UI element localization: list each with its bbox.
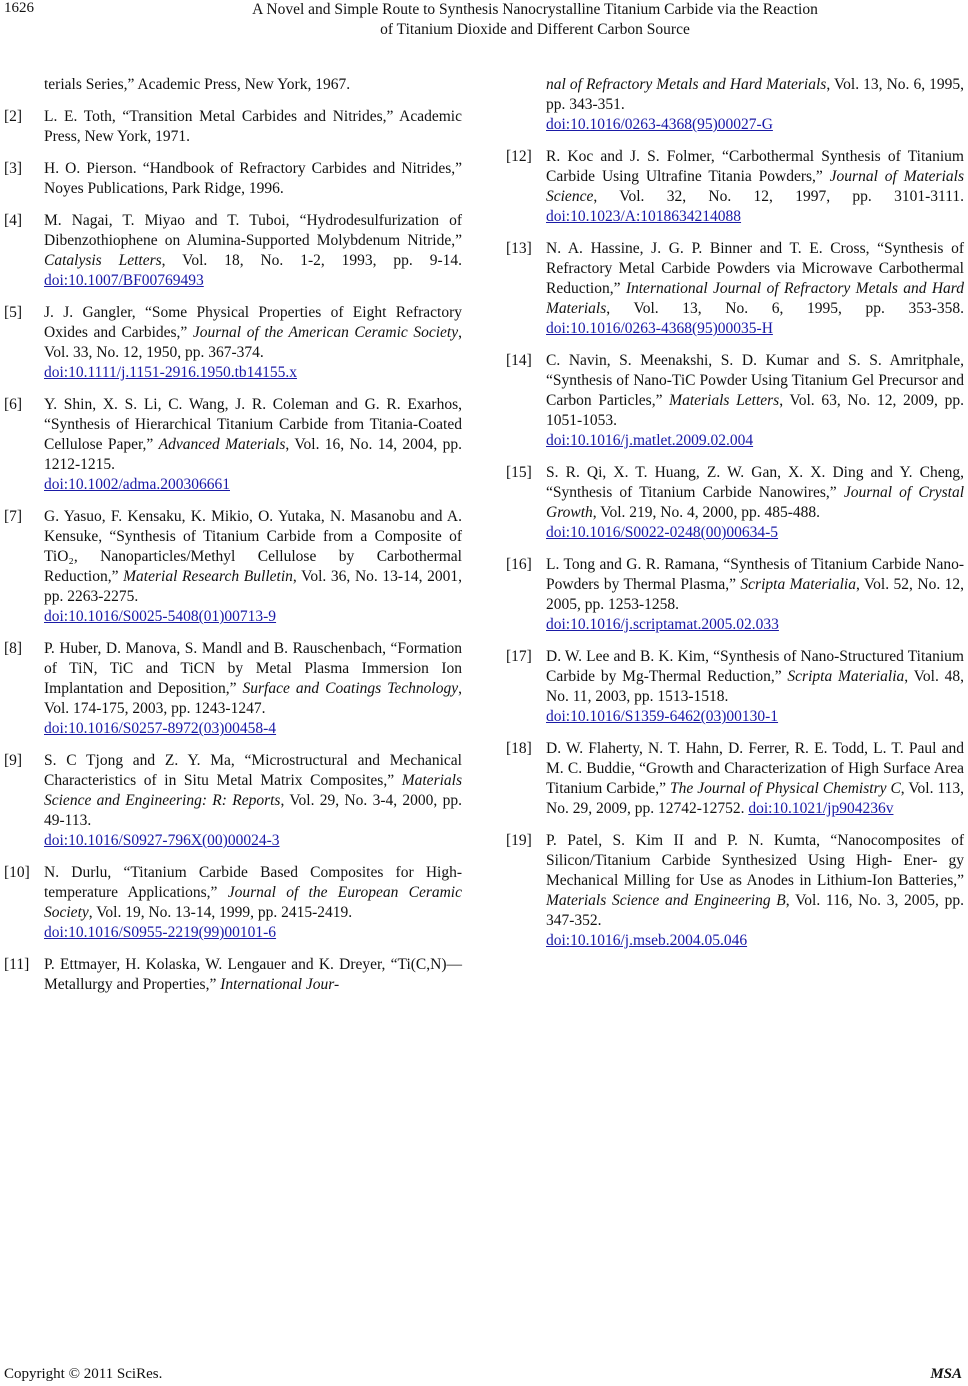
reference-text: S. C Tjong and Z. Y. Ma, “Microstructural and Mechanical Characteristics of in Situ Metal Matrix Composites,” (44, 752, 462, 789)
doi-link[interactable]: doi:10.1111/j.1151-2916.1950.tb14155.x (44, 364, 298, 381)
reference-text: terials Series,” Academic Press, New York, 1967. (44, 76, 351, 93)
doi-link[interactable]: doi:10.1016/j.scriptamat.2005.02.033 (546, 616, 779, 633)
reference-item (4, 107, 462, 147)
reference-journal: Journal of the American Ceramic Society (192, 324, 459, 341)
reference-journal: Materials Letters (669, 392, 780, 409)
reference-item (4, 211, 462, 291)
reference-details: , Vol. 36, No. 13-14, 2001, pp. 2263-2275. (44, 568, 463, 605)
page-number: 1626 (4, 0, 34, 16)
reference-item (506, 463, 964, 543)
reference-text: C. Navin, S. Meenakshi, S. D. Kumar and S. S. Amritphale, “Synthesis of Nano-TiC Powder Using Titanium Gel Precursor and Carbon Particles,” (546, 352, 964, 409)
reference-item (506, 647, 964, 727)
reference-number: [16] (506, 556, 532, 573)
journal-abbreviation: MSA (930, 1366, 962, 1382)
running-head (110, 0, 960, 40)
reference-number: [3] (4, 160, 23, 177)
doi-link[interactable]: doi:10.1016/j.matlet.2009.02.004 (546, 432, 754, 449)
doi-link[interactable]: doi:10.1016/S0955-2219(99)00101-6 (44, 924, 277, 941)
reference-number: [17] (506, 648, 532, 665)
reference-number: [8] (4, 640, 23, 657)
reference-journal: Catalysis Letters (44, 252, 162, 269)
reference-text: G. Yasuo, F. Kensaku, K. Mikio, O. Yutaka, N. Masanobu and A. Kensuke, “Synthesis of Titanium Carbide from a Composite of TiO₂, Nanoparticles/Methyl Cellulose by Carbothermal Reduction,” (44, 508, 462, 585)
reference-text: P. Huber, D. Manova, S. Mandl and B. Rauschenbach, “Formation of TiN, TiC and TiCN by Metal Plasma Immersion Ion Implantation and Deposition,” (44, 640, 462, 697)
reference-item (4, 955, 462, 995)
reference-number: [2] (4, 108, 23, 125)
reference-journal: Advanced Materials (158, 436, 286, 453)
doi-link[interactable]: doi:10.1016/S0025-5408(01)00713-9 (44, 608, 277, 625)
reference-text: R. Koc and J. S. Folmer, “Carbothermal Synthesis of Titanium Carbide Using Ultrafine Titania Powders,” (546, 148, 964, 185)
reference-number: [7] (4, 508, 23, 525)
reference-text: M. Nagai, T. Miyao and T. Tuboi, “Hydrodesulfurization of Dibenzothiophene on Alumina-Supported Molybdenum Nitride,” (44, 212, 462, 249)
reference-number: [13] (506, 240, 532, 257)
running-head-line-2: of Titanium Dioxide and Different Carbon Source (380, 21, 690, 38)
reference-journal: Journal of Crystal Growth (546, 484, 965, 521)
doi-link[interactable]: doi:10.1016/0263-4368(95)00035-H (546, 320, 773, 337)
doi-link[interactable]: doi:10.1016/j.mseb.2004.05.046 (546, 932, 748, 949)
reference-details: , Vol. 16, No. 14, 2004, pp. 1212-1215. (44, 436, 462, 473)
reference-number: [18] (506, 740, 532, 757)
doi-link[interactable]: doi:10.1016/S1359-6462(03)00130-1 (546, 708, 779, 725)
reference-item (4, 507, 462, 627)
reference-details: , Vol. 63, No. 12, 2009, pp. 1051-1053. (546, 392, 964, 429)
references-right-column (506, 75, 964, 963)
reference-item (4, 395, 462, 495)
reference-details: , Vol. 18, No. 1-2, 1993, pp. 9-14. (161, 252, 462, 269)
reference-text: N. Durlu, “Titanium Carbide Based Composites for High-temperature Applications,” (44, 864, 462, 901)
reference-number: [10] (4, 864, 30, 881)
doi-link[interactable]: doi:10.1016/S0257-8972(03)00458-4 (44, 720, 277, 737)
reference-details: , Vol. 113, No. 29, 2009, pp. 12742-12752. (546, 780, 964, 817)
reference-details: , Vol. 13, No. 6, 1995, pp. 353-358. (606, 300, 964, 317)
reference-journal: Surface and Coatings Technology (242, 680, 459, 697)
reference-text: J. J. Gangler, “Some Physical Properties of Eight Refractory Oxides and Carbides,” (44, 304, 462, 341)
reference-number: [12] (506, 148, 532, 165)
reference-details: , Vol. 19, No. 13-14, 1999, pp. 2415-2419. (88, 904, 353, 921)
reference-text: P. Patel, S. Kim II and P. N. Kumta, “Nanocomposites of Silicon/Titanium Carbide Synthesized Using High- Ener- gy Mechanical Milling for Use as Anodes in Lithium-Ion Batteries,” (546, 832, 964, 889)
reference-number: [5] (4, 304, 23, 321)
reference-item (4, 639, 462, 739)
reference-number: [19] (506, 832, 532, 849)
doi-link[interactable]: doi:10.1016/S0927-796X(00)00024-3 (44, 832, 280, 849)
reference-details: , Vol. 32, No. 12, 1997, pp. 3101-3111. (593, 188, 964, 205)
reference-item (506, 555, 964, 635)
reference-text: L. Tong and G. R. Ramana, “Synthesis of Titanium Carbide Nano-Powders by Thermal Plasma,” (546, 556, 964, 593)
reference-journal: International Jour- (220, 976, 340, 993)
reference-journal: Materials Science and Engineering: R: Reports (44, 772, 462, 809)
references-left-column (4, 75, 462, 1007)
reference-item (506, 147, 964, 227)
reference-details: , Vol. 219, No. 4, 2000, pp. 485-488. (592, 504, 820, 521)
reference-text: L. E. Toth, “Transition Metal Carbides and Nitrides,” Academic Press, New York, 1971. (44, 108, 462, 145)
reference-details: , Vol. 33, No. 12, 1950, pp. 367-374. (44, 324, 462, 361)
reference-journal: The Journal of Physical Chemistry C (670, 780, 901, 797)
reference-text: D. W. Lee and B. K. Kim, “Synthesis of Nano-Structured Titanium Carbide by Mg-Thermal Reduction,” (546, 648, 964, 685)
reference-details: , Vol. 48, No. 11, 2003, pp. 1513-1518. (546, 668, 964, 705)
reference-journal: Material Research Bulletin (123, 568, 293, 585)
reference-text: D. W. Flaherty, N. T. Hahn, D. Ferrer, R. E. Todd, L. T. Paul and M. C. Buddie, “Growth and Characterization of High Surface Area Titanium Carbide,” (546, 740, 964, 797)
reference-item (506, 75, 964, 135)
reference-details: , Vol. 29, No. 3-4, 2000, pp. 49-113. (44, 792, 462, 829)
reference-text: S. R. Qi, X. T. Huang, Z. W. Gan, X. X. Ding and Y. Cheng, “Synthesis of Titanium Carbide Nanowires,” (546, 464, 964, 501)
reference-item (506, 831, 964, 951)
reference-text: P. Ettmayer, H. Kolaska, W. Lengauer and K. Dreyer, “Ti(C,N)—Metallurgy and Properties,” (44, 956, 462, 993)
reference-item (4, 303, 462, 383)
reference-item (4, 863, 462, 943)
reference-journal: Scripta Materialia (787, 668, 905, 685)
doi-link[interactable]: doi:10.1016/S0022-0248(00)00634-5 (546, 524, 779, 541)
reference-journal: International Journal of Refractory Metals and Hard Materials (546, 280, 964, 317)
doi-link[interactable]: doi:10.1021/jp904236v (748, 800, 894, 817)
reference-journal: Materials Science and Engineering B (546, 892, 786, 909)
copyright-notice: Copyright © 2011 SciRes. (4, 1366, 163, 1382)
reference-details: , Vol. 13, No. 6, 1995, pp. 343-351. (546, 76, 964, 113)
reference-details: , Vol. 52, No. 12, 2005, pp. 1253-1258. (546, 576, 965, 613)
reference-number: [14] (506, 352, 532, 369)
reference-journal: nal of Refractory Metals and Hard Materials (546, 76, 827, 93)
reference-details: , Vol. 174-175, 2003, pp. 1243-1247. (44, 680, 462, 717)
reference-journal: Journal of the European Ceramic Society (44, 884, 462, 921)
doi-link[interactable]: doi:10.1007/BF00769493 (44, 272, 204, 289)
reference-item (506, 739, 964, 819)
reference-number: [9] (4, 752, 23, 769)
reference-number: [15] (506, 464, 532, 481)
doi-link[interactable]: doi:10.1023/A:1018634214088 (546, 208, 742, 225)
reference-item (506, 239, 964, 339)
doi-link[interactable]: doi:10.1002/adma.200306661 (44, 476, 230, 493)
reference-item (4, 75, 462, 95)
reference-journal: Journal of Materials Science (546, 168, 964, 205)
running-head-line-1: A Novel and Simple Route to Synthesis Nanocrystalline Titanium Carbide via the Reaction (252, 1, 818, 18)
reference-journal: Scripta Materialia (740, 576, 856, 593)
doi-link[interactable]: doi:10.1016/0263-4368(95)00027-G (546, 116, 773, 133)
reference-number: [11] (4, 956, 30, 973)
reference-number: [6] (4, 396, 23, 413)
reference-number: [4] (4, 212, 23, 229)
reference-item (4, 159, 462, 199)
reference-item (506, 351, 964, 451)
reference-text: N. A. Hassine, J. G. P. Binner and T. E. Cross, “Synthesis of Refractory Metal Carbide Powders via Microwave Carbothermal Reduction,” (546, 240, 964, 297)
reference-item (4, 751, 462, 851)
reference-text: Y. Shin, X. S. Li, C. Wang, J. R. Coleman and G. R. Exarhos, “Synthesis of Hierarchical Titanium Carbide from Titania-Coated Cellulose Paper,” (44, 396, 462, 453)
reference-text: H. O. Pierson. “Handbook of Refractory Carbides and Nitrides,” Noyes Publications, Park Ridge, 1996. (44, 160, 462, 197)
reference-details: , Vol. 116, No. 3, 2005, pp. 347-352. (546, 892, 964, 929)
